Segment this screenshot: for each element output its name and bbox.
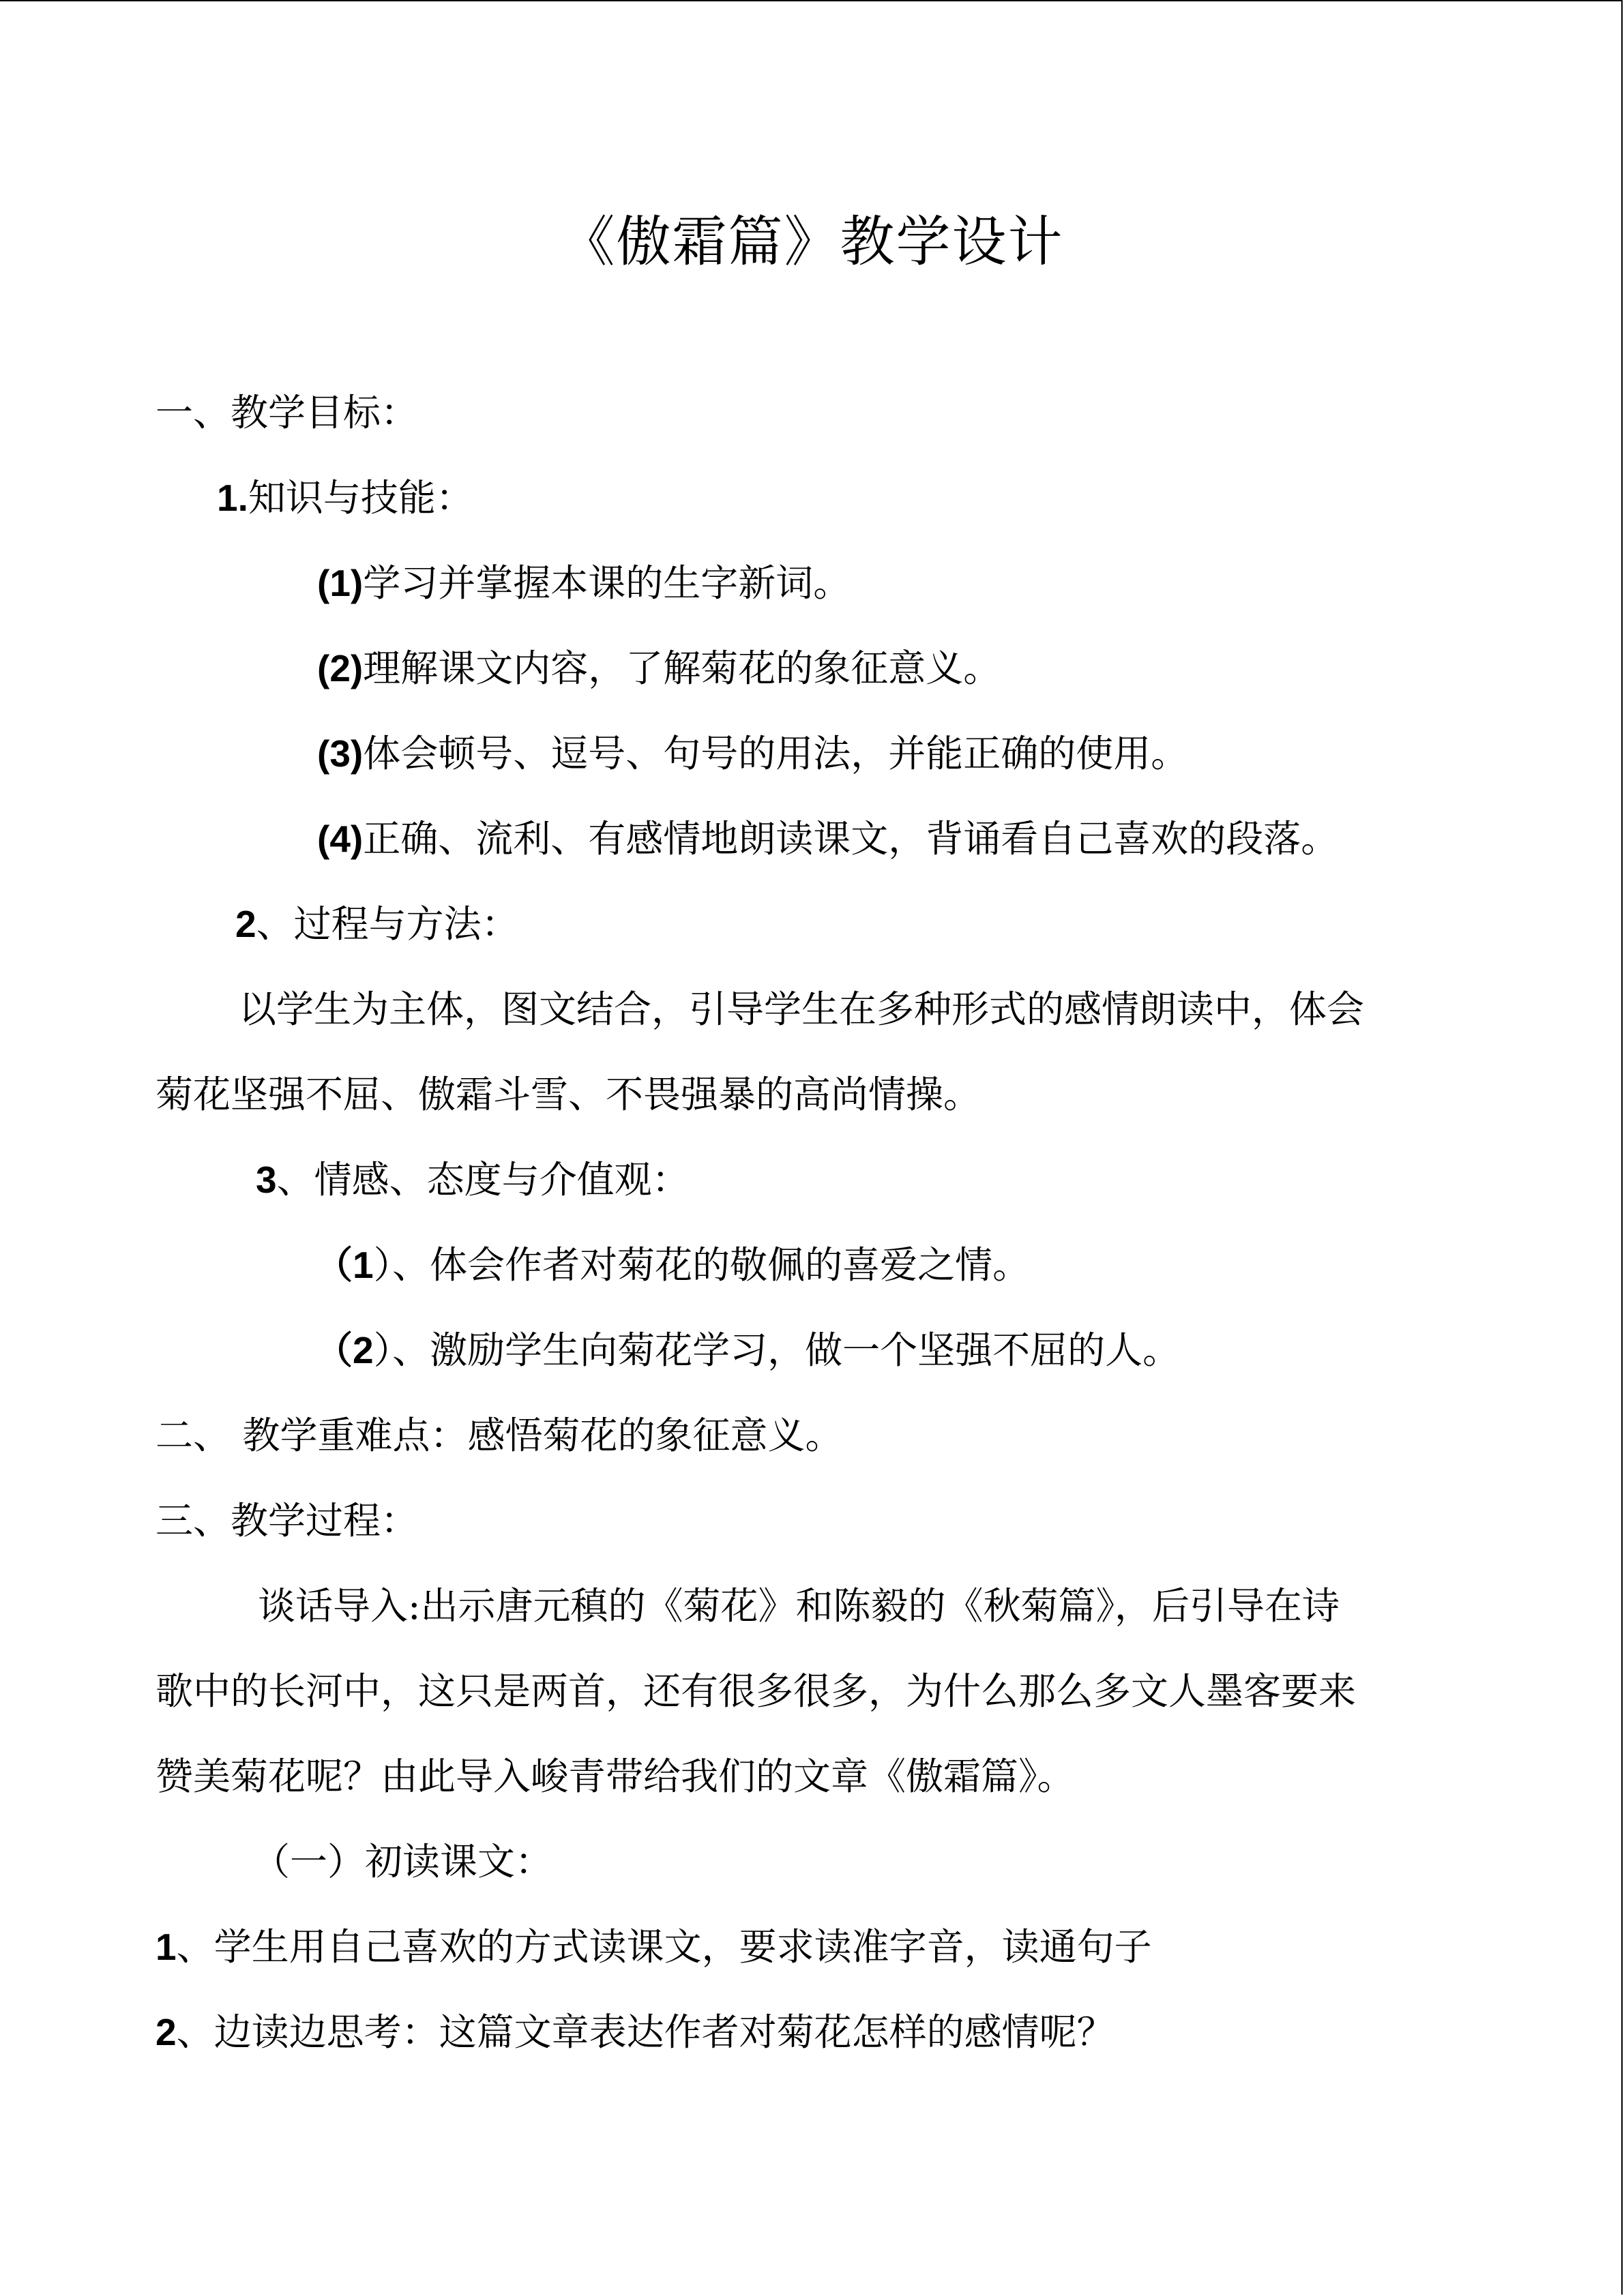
line-text: 体会顿号、逗号、句号的用法，并能正确的使用。	[363, 732, 1189, 775]
line-text: 三、教学过程：	[156, 1499, 419, 1542]
text-line	[317, 641, 1001, 696]
text-line	[156, 1493, 418, 1548]
line-text: 一、教学目标：	[156, 391, 419, 434]
item-number: （1	[315, 1244, 374, 1286]
item-number: 2	[156, 2011, 177, 2053]
text-line	[317, 556, 851, 610]
line-text: 理解课文内容，了解菊花的象征意义。	[363, 646, 1001, 690]
text-line	[156, 1664, 1356, 1718]
line-text: ）、激励学生向菊花学习，做一个坚强不屈的人。	[373, 1328, 1181, 1372]
text-line	[317, 811, 1338, 866]
line-text: 菊花坚强不屈、傲霜斗雪、不畏强暴的高尚情操。	[156, 1073, 981, 1116]
line-text: 二、 教学重难点：感悟菊花的象征意义。	[156, 1414, 843, 1457]
line-text: 学习并掌握本课的生字新词。	[363, 561, 851, 605]
line-text: 、情感、态度与介值观：	[276, 1158, 690, 1202]
text-line	[156, 385, 418, 440]
text-line	[156, 1920, 1152, 1974]
line-text: ）、体会作者对菊花的敬佩的喜爱之情。	[373, 1243, 1031, 1287]
item-number: 2	[235, 903, 256, 945]
line-text: （一）初读课文：	[252, 1840, 553, 1883]
line-text: 歌中的长河中，这只是两首，还有很多很多，为什么那么多文人墨客要来	[156, 1669, 1357, 1713]
text-line	[156, 1749, 1075, 1804]
text-line	[317, 726, 1188, 781]
item-number: （2	[315, 1329, 374, 1371]
line-text: 谈话导入:出示唐元稹的《菊花》和陈毅的《秋菊篇》，后引导在诗	[258, 1584, 1340, 1628]
text-line	[235, 897, 519, 951]
line-text: 赞美菊花呢？由此导入峻青带给我们的文章《傲霜篇》。	[156, 1755, 1075, 1798]
item-number: 1	[156, 1926, 177, 1968]
text-line	[239, 982, 1364, 1037]
text-line	[217, 471, 473, 525]
text-line	[156, 2005, 1114, 2059]
line-text: 、过程与方法：	[256, 902, 519, 946]
document-title: 《傲霜篇》教学设计	[560, 210, 1064, 273]
text-line	[252, 1834, 552, 1889]
item-number: (4)	[317, 818, 364, 860]
line-text: 知识与技能：	[248, 476, 473, 520]
text-line	[256, 1152, 690, 1207]
line-text: 、边读边思考：这篇文章表达作者对菊花怎样的感情呢？	[176, 2010, 1114, 2054]
text-line	[258, 1579, 1340, 1633]
line-text: 以学生为主体，图文结合，引导学生在多种形式的感情朗读中，体会	[239, 987, 1365, 1031]
line-text: 、学生用自己喜欢的方式读课文，要求读准字音，读通句子	[176, 1925, 1152, 1969]
text-line	[315, 1238, 1030, 1292]
text-line	[156, 1067, 981, 1122]
item-number: (2)	[317, 647, 364, 689]
line-text: 正确、流利、有感情地朗读课文，背诵看自己喜欢的段落。	[363, 817, 1339, 861]
text-line	[156, 1408, 842, 1463]
item-number: 3	[256, 1159, 277, 1201]
item-number: 1.	[217, 477, 248, 519]
item-number: (3)	[317, 732, 364, 775]
text-line	[315, 1323, 1180, 1377]
item-number: (1)	[317, 562, 364, 604]
